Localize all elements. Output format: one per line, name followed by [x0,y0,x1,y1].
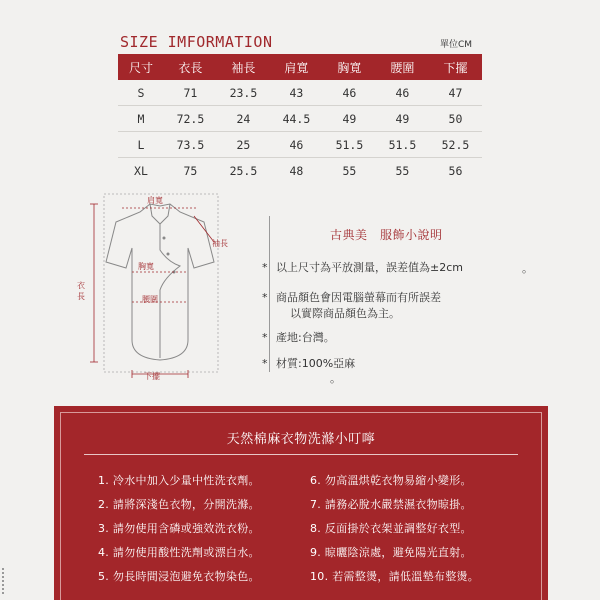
table-cell: 72.5 [164,106,217,132]
care-item: 5. 勿長時間浸泡避免衣物染色。 [98,570,260,583]
page-edge-dots [2,568,4,596]
care-item: 4. 請勿使用酸性洗劑或漂白水。 [98,546,260,559]
care-item: 3. 請勿使用含磷或強效洗衣粉。 [98,522,260,535]
info-item-text: 商品顏色會因電腦螢幕而有所誤差 [276,291,441,304]
unit-label: 單位CM [440,40,473,50]
table-row [118,132,482,158]
info-item-text: 產地:台灣。 [276,331,335,344]
care-title-divider [84,454,518,455]
info-item-tail: 。 [522,262,533,275]
table-cell: 43 [270,80,323,106]
size-table [118,54,482,183]
care-item: 7. 請務必脫水嚴禁濕衣物晾掛。 [310,498,472,511]
waist-label: 腰圍 [142,295,158,304]
info-item [262,330,335,345]
header-sleeve: 袖長 [217,54,270,80]
length-label: 衣長 [77,281,85,301]
care-title: 天然棉麻衣物洗滌小叮嚀 [226,432,376,447]
header-size: 尺寸 [118,54,164,80]
table-cell: 47 [429,80,482,106]
care-item: 2. 請將深淺色衣物，分開洗滌。 [98,498,260,511]
care-instructions-panel [54,406,548,600]
table-cell: 25 [217,132,270,158]
table-cell: 23.5 [217,80,270,106]
table-cell: 52.5 [429,132,482,158]
sleeve-label: 袖長 [212,239,228,248]
table-cell: 46 [270,132,323,158]
care-item: 10. 若需整燙，請低溫墊布整燙。 [310,570,480,583]
table-cell: 51.5 [376,132,429,158]
table-cell: 44.5 [270,106,323,132]
table-cell: 25.5 [229,163,258,178]
shoulder-label: 肩寬 [147,196,163,205]
table-cell: S [118,80,164,106]
table-cell: 48 [289,163,304,178]
bullet-asterisk: * [262,331,268,344]
info-item [262,290,441,305]
table-cell: 75 [183,163,198,178]
table-cell: 49 [323,106,376,132]
chest-label: 胸寬 [138,262,154,271]
size-information-title: SIZE IMFORMATION [120,33,273,51]
table-cell: 49 [376,106,429,132]
care-item: 9. 晾曬陰涼處，避免陽光直射。 [310,546,472,559]
info-item-continuation: 。 [330,372,341,385]
table-row [118,158,482,184]
table-cell: 24 [217,106,270,132]
table-cell: 55 [395,163,410,178]
info-item [262,356,355,371]
bullet-asterisk: * [262,357,268,370]
table-cell: M [118,106,164,132]
garment-diagram [64,190,260,382]
header-shoulder: 肩寬 [270,54,323,80]
size-table-header [118,54,482,80]
header-hem: 下擺 [429,54,482,80]
hem-label: 下擺 [144,372,160,381]
garment-outline-illustration [64,190,260,382]
care-item: 8. 反面掛於衣架並調整好衣型。 [310,522,472,535]
table-cell: 55 [342,163,357,178]
table-row [118,80,482,106]
bullet-asterisk: * [262,261,268,274]
table-cell: 46 [376,80,429,106]
table-cell: 51.5 [323,132,376,158]
table-cell: XL [134,163,148,178]
table-cell: 46 [323,80,376,106]
header-length: 衣長 [164,54,217,80]
info-item-continuation: 以實際商品顏色為主。 [290,307,400,320]
table-cell: 50 [429,106,482,132]
info-item-text: 材質:100%亞麻 [276,357,356,370]
info-item-text: 以上尺寸為平放測量，誤差值為±2cm [276,261,463,274]
info-title: 古典美 服飾小說明 [330,228,443,242]
info-item [262,260,463,275]
table-cell: 56 [448,163,463,178]
table-cell: 71 [164,80,217,106]
table-cell: L [118,132,164,158]
table-cell: 73.5 [164,132,217,158]
bullet-asterisk: * [262,291,268,304]
header-chest: 胸寬 [323,54,376,80]
header-waist: 腰圍 [376,54,429,80]
care-item: 1. 冷水中加入少量中性洗衣劑。 [98,474,260,487]
care-item: 6. 勿高溫烘乾衣物易縮小變形。 [310,474,472,487]
table-row [118,106,482,132]
